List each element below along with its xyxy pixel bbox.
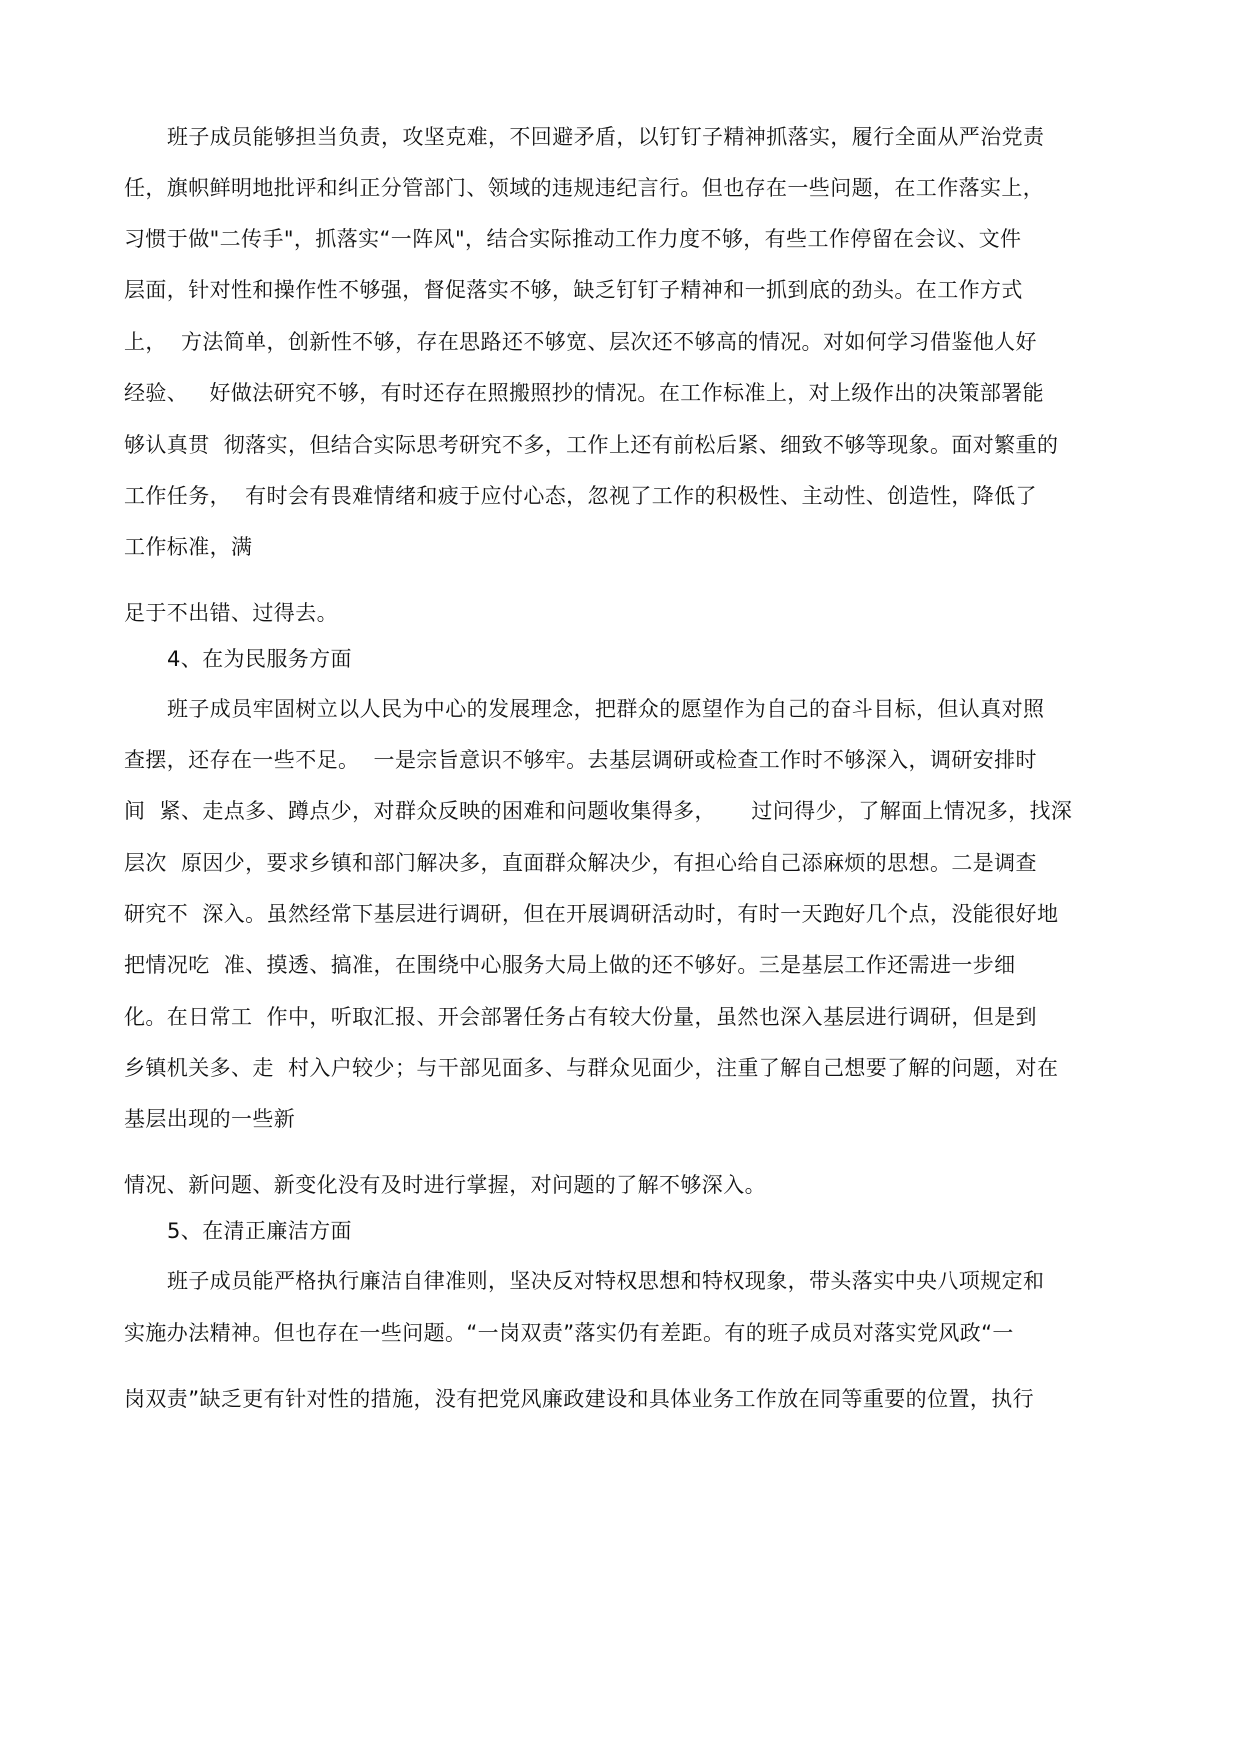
paragraph-line-8: 工作任务， 有时会有畏难情绪和疲于应付心态，忽视了工作的积极性、主动性、创造性，降低了 <box>124 484 1037 508</box>
paragraph-line-12: 查摆，还存在一些不足。 一是宗旨意识不够牢。去基层调研或检查工作时不够深入，调研安排时 <box>124 748 1037 772</box>
section-heading-5: 5、在清正廉洁方面 <box>167 1219 352 1243</box>
paragraph-line-21: 班子成员能严格执行廉洁自律准则，坚决反对特权思想和特权现象，带头落实中央八项规定和 <box>167 1269 1045 1293</box>
paragraph-line-10: 足于不出错、过得去。 <box>124 601 338 625</box>
paragraph-line-20: 情况、新问题、新变化没有及时进行掌握，对问题的了解不够深入。 <box>124 1173 766 1197</box>
paragraph-line-23: 岗双责”缺乏更有针对性的措施，没有把党风廉政建设和具体业务工作放在同等重要的位置，执行 <box>124 1387 1035 1411</box>
paragraph-line-13: 间 紧、走点多、蹲点少，对群众反映的困难和问题收集得多， 过问得少，了解面上情况多，找深 <box>124 799 1073 823</box>
paragraph-line-6: 经验、 好做法研究不够，有时还存在照搬照抄的情况。在工作标准上，对上级作出的决策部署能 <box>124 381 1045 405</box>
paragraph-line-7: 够认真贯 彻落实，但结合实际思考研究不多，工作上还有前松后紧、细致不够等现象。面对繁重的 <box>124 433 1059 457</box>
paragraph-line-2: 任，旗帜鲜明地批评和纠正分管部门、领域的违规违纪言行。但也存在一些问题，在工作落实上， <box>124 176 1045 200</box>
paragraph-line-4: 层面，针对性和操作性不够强，督促落实不够，缺乏钉钉子精神和一抓到底的劲头。在工作方式 <box>124 278 1023 302</box>
paragraph-line-5: 上， 方法简单，创新性不够，存在思路还不够宽、层次还不够高的情况。对如何学习借鉴他人好 <box>124 330 1037 354</box>
section-heading-4: 4、在为民服务方面 <box>167 647 352 671</box>
paragraph-line-17: 化。在日常工 作中，听取汇报、开会部署任务占有较大份量，虽然也深入基层进行调研，但是到 <box>124 1005 1037 1029</box>
paragraph-line-18: 乡镇机关多、走 村入户较少；与干部见面多、与群众见面少，注重了解自己想要了解的问题，对在 <box>124 1056 1059 1080</box>
paragraph-line-16: 把情况吃 准、摸透、搞准，在围绕中心服务大局上做的还不够好。三是基层工作还需进一步细 <box>124 953 1016 977</box>
paragraph-line-9: 工作标准，满 <box>124 535 253 559</box>
paragraph-line-22: 实施办法精神。但也存在一些问题。“一岗双责”落实仍有差距。有的班子成员对落实党风政“一 <box>124 1321 1014 1345</box>
paragraph-line-14: 层次 原因少，要求乡镇和部门解决多，直面群众解决少，有担心给自己添麻烦的思想。二是调查 <box>124 851 1037 875</box>
paragraph-line-15: 研究不 深入。虽然经常下基层进行调研，但在开展调研活动时，有时一天跑好几个点，没能很好地 <box>124 902 1059 926</box>
paragraph-line-1: 班子成员能够担当负责，攻坚克难，不回避矛盾，以钉钉子精神抓落实，履行全面从严治党责 <box>167 125 1045 149</box>
paragraph-line-19: 基层出现的一些新 <box>124 1107 296 1131</box>
paragraph-line-11: 班子成员牢固树立以人民为中心的发展理念，把群众的愿望作为自己的奋斗目标，但认真对照 <box>167 697 1045 721</box>
paragraph-line-3: 习惯于做"二传手"，抓落实“一阵风"，结合实际推动工作力度不够，有些工作停留在会议、文件 <box>124 227 1022 251</box>
